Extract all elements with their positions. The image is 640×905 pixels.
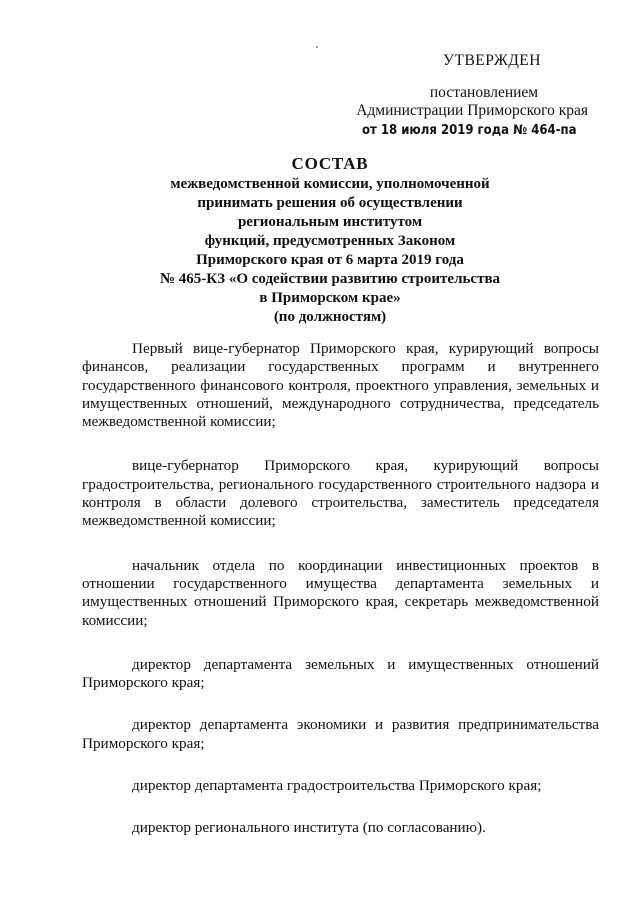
approval-stamp: УТВЕРЖДЕН bbox=[443, 52, 541, 69]
title-line: № 465-КЗ «О содействии развитию строительства bbox=[159, 271, 501, 287]
member-item: директор департамента земельных и имущественных отношений Приморского края; bbox=[82, 655, 599, 692]
member-item: директор департамента градостроительства Приморского края; bbox=[132, 777, 542, 795]
approval-date: от 18 июля 2019 года № 464-па bbox=[362, 123, 577, 138]
member-item: директор департамента экономики и развития предпринимательства Приморского края; bbox=[82, 716, 599, 752]
title-line: в Приморском крае» bbox=[259, 290, 401, 306]
scan-speck bbox=[316, 46, 318, 48]
approval-line-1: постановлением bbox=[429, 84, 539, 101]
member-item: начальник отдела по координации инвестиционных проектов в отношении государственного имущества департамента земельных и имущественных отношений Приморского края, секретарь межведомственной комиссии; bbox=[82, 556, 599, 629]
document-title bbox=[120, 154, 540, 327]
approval-block bbox=[340, 52, 600, 140]
title-line: региональным институтом bbox=[237, 214, 423, 230]
title-main: СОСТАВ bbox=[291, 154, 369, 173]
member-item: вице-губернатор Приморского края, курирующий вопросы градостроительства, регионального государственного строительного надзора и контроля в области долевого строительства, заместитель председателя межведомственной комиссии; bbox=[82, 457, 599, 530]
title-line: (по должностям) bbox=[273, 309, 387, 325]
title-line: межведомственной комиссии, уполномоченной bbox=[170, 176, 490, 192]
title-line: Приморского края от 6 марта 2019 года bbox=[196, 252, 464, 268]
member-item: директор регионального института (по согласованию). bbox=[132, 819, 486, 837]
member-item: Первый вице-губернатор Приморского края, курирующий вопросы финансов, реализации государственных программ и внутреннего государственного финансового контроля, проектного управления, земельных и имущественных отношений, международного сотрудничества, председатель межведомственной комиссии; bbox=[82, 340, 599, 431]
members-list bbox=[82, 340, 599, 864]
approval-line-2: Администрации Приморского края bbox=[356, 102, 588, 119]
title-line: функций, предусмотренных Законом bbox=[204, 233, 456, 249]
title-line: принимать решения об осуществлении bbox=[197, 195, 463, 211]
